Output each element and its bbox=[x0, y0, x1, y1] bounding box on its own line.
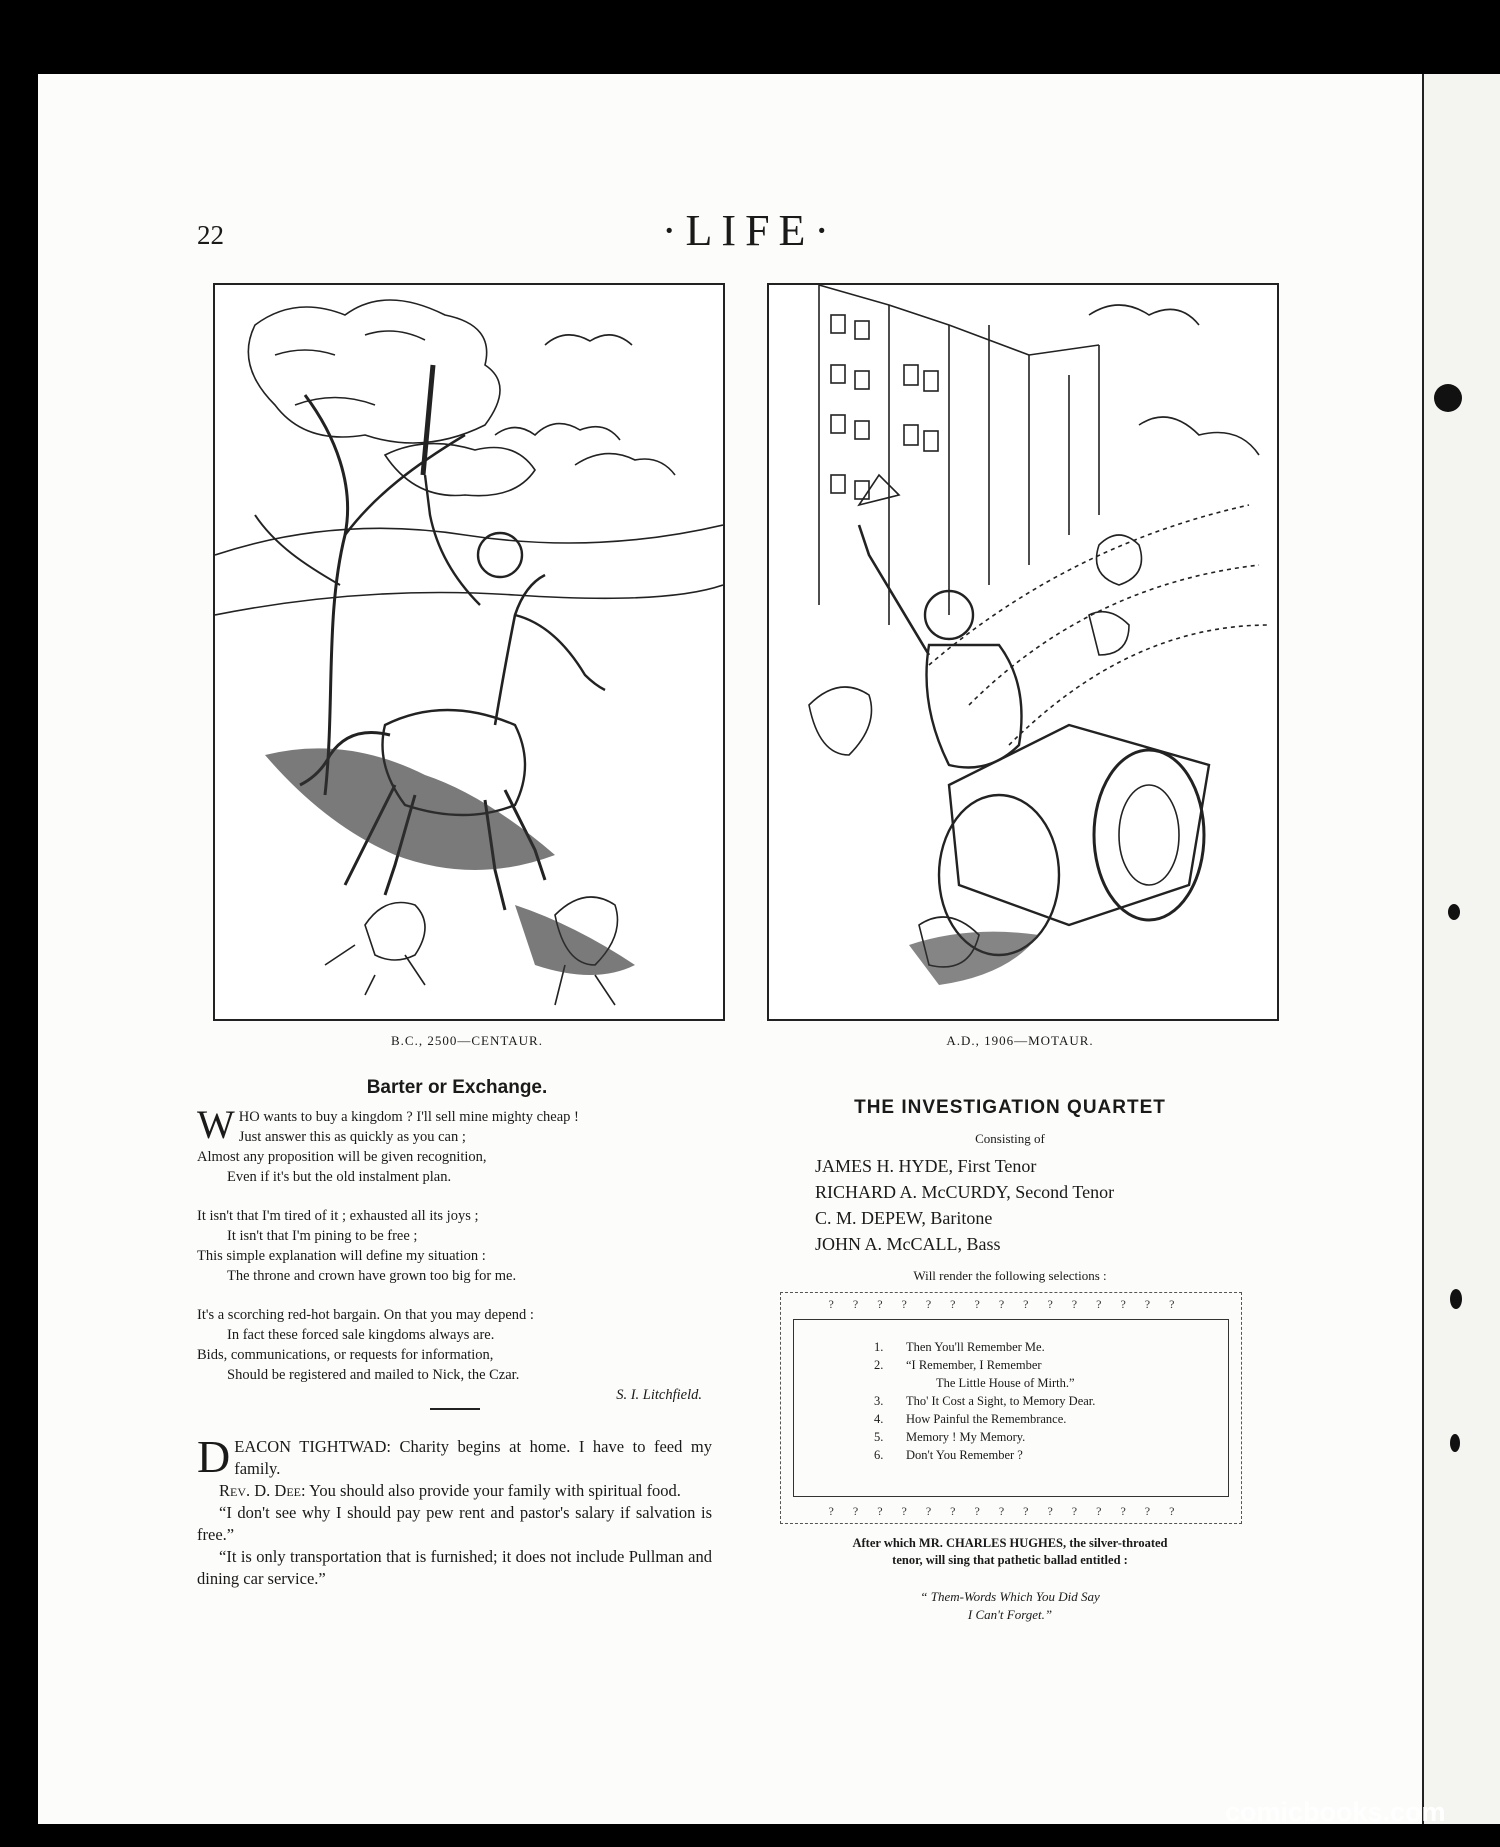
ornament-row: ??????????????? bbox=[828, 1504, 1194, 1518]
poem-line: It's a scorching red-hot bargain. On that you may depend : bbox=[197, 1307, 534, 1323]
after-line: After which MR. CHARLES HUGHES, the silver-throated bbox=[852, 1536, 1168, 1550]
cartoon-centaur bbox=[213, 283, 725, 1021]
after-line: tenor, will sing that pathetic ballad entitled : bbox=[892, 1553, 1128, 1567]
section-divider bbox=[430, 1408, 480, 1410]
quartet-render-line: Will render the following selections : bbox=[913, 1268, 1107, 1283]
after-note bbox=[780, 1535, 1240, 1569]
quartet-members bbox=[815, 1153, 1114, 1257]
deacon-text-2: You should also provide your family with spiritual food. bbox=[305, 1481, 681, 1500]
masthead-title: ·LIFE· bbox=[661, 206, 839, 255]
facing-page-edge bbox=[1422, 74, 1500, 1824]
deacon-text-1: EACON TIGHTWAD: Charity begins at home. I have to feed my family. bbox=[234, 1437, 712, 1478]
poem-dropcap: W bbox=[197, 1102, 235, 1147]
ballad-line: “ Them-Words Which You Did Say bbox=[920, 1589, 1100, 1604]
selection-item: 6. Don't You Remember ? bbox=[874, 1448, 1023, 1462]
quartet-member: JOHN A. McCALL, Bass bbox=[815, 1234, 1001, 1254]
poem-title: Barter or Exchange. bbox=[366, 1077, 548, 1098]
selection-item: 1. Then You'll Remember Me. bbox=[874, 1340, 1045, 1354]
watermark: comicbooks.com bbox=[1225, 1797, 1446, 1827]
deacon-speaker: Rev. D. Dee: bbox=[219, 1481, 306, 1500]
ballad-line: I Can't Forget.” bbox=[967, 1607, 1053, 1622]
poem-stanza-2 bbox=[197, 1206, 707, 1286]
centaur-illustration bbox=[215, 285, 723, 1019]
poem-line: This simple explanation will define my situation : bbox=[197, 1248, 486, 1264]
poem-line: Almost any proposition will be given recognition, bbox=[197, 1149, 487, 1165]
page-number: 22 bbox=[197, 220, 224, 250]
deacon-line-2 bbox=[197, 1480, 712, 1502]
poem-line: It isn't that I'm pining to be free ; bbox=[227, 1228, 418, 1244]
ornament-row: ??????????????? bbox=[828, 1297, 1194, 1311]
poem-line: Should be registered and mailed to Nick, the Czar. bbox=[227, 1367, 520, 1383]
poem-line: In fact these forced sale kingdoms always are. bbox=[227, 1327, 495, 1343]
caption-motaur: A.D., 1906—MOTAUR. bbox=[946, 1033, 1094, 1048]
poem-line: HO wants to buy a kingdom ? I'll sell mine mighty cheap ! bbox=[238, 1109, 579, 1125]
caption-centaur: B.C., 2500—CENTAUR. bbox=[391, 1033, 543, 1048]
quartet-title: THE INVESTIGATION QUARTET bbox=[854, 1097, 1166, 1118]
selections-box bbox=[780, 1292, 1242, 1524]
selection-item: The Little House of Mirth.” bbox=[936, 1376, 1075, 1390]
quartet-member: JAMES H. HYDE, First Tenor bbox=[815, 1156, 1037, 1176]
poem-stanza-1 bbox=[197, 1102, 707, 1187]
deacon-line-4: “It is only transportation that is furnished; it does not include Pullman and dining car service.” bbox=[197, 1547, 712, 1588]
selection-item: 5. Memory ! My Memory. bbox=[874, 1430, 1026, 1444]
quartet-subtitle: Consisting of bbox=[975, 1131, 1045, 1146]
quartet-member: RICHARD A. McCURDY, Second Tenor bbox=[815, 1182, 1115, 1202]
poem-stanza-3 bbox=[197, 1305, 707, 1405]
poem-line: Bids, communications, or requests for information, bbox=[197, 1347, 494, 1363]
quartet-member: C. M. DEPEW, Baritone bbox=[815, 1208, 993, 1228]
selection-item: 4. How Painful the Remembrance. bbox=[874, 1412, 1067, 1426]
selections-list bbox=[874, 1338, 1095, 1464]
poem-line: Just answer this as quickly as you can ; bbox=[238, 1129, 466, 1145]
poem-line: Even if it's but the old instalment plan. bbox=[227, 1169, 452, 1185]
poem-author: S. I. Litchfield. bbox=[616, 1387, 702, 1403]
poem-line: It isn't that I'm tired of it ; exhausted all its joys ; bbox=[197, 1208, 479, 1224]
selection-item: 2. “I Remember, I Remember bbox=[874, 1358, 1042, 1372]
deacon-anecdote bbox=[197, 1431, 712, 1590]
deacon-line-3: “I don't see why I should pay pew rent and pastor's salary if salvation is free.” bbox=[197, 1503, 712, 1544]
poem-line: The throne and crown have grown too big for me. bbox=[227, 1268, 517, 1284]
motaur-illustration bbox=[769, 285, 1277, 1019]
deacon-line-1 bbox=[197, 1431, 712, 1482]
cartoon-motaur bbox=[767, 283, 1279, 1021]
ballad-title bbox=[780, 1588, 1240, 1624]
poem-body bbox=[197, 1102, 707, 1405]
selections-frame bbox=[793, 1319, 1229, 1497]
deacon-dropcap: D bbox=[197, 1431, 231, 1482]
selection-item: 3. Tho' It Cost a Sight, to Memory Dear. bbox=[874, 1394, 1096, 1408]
